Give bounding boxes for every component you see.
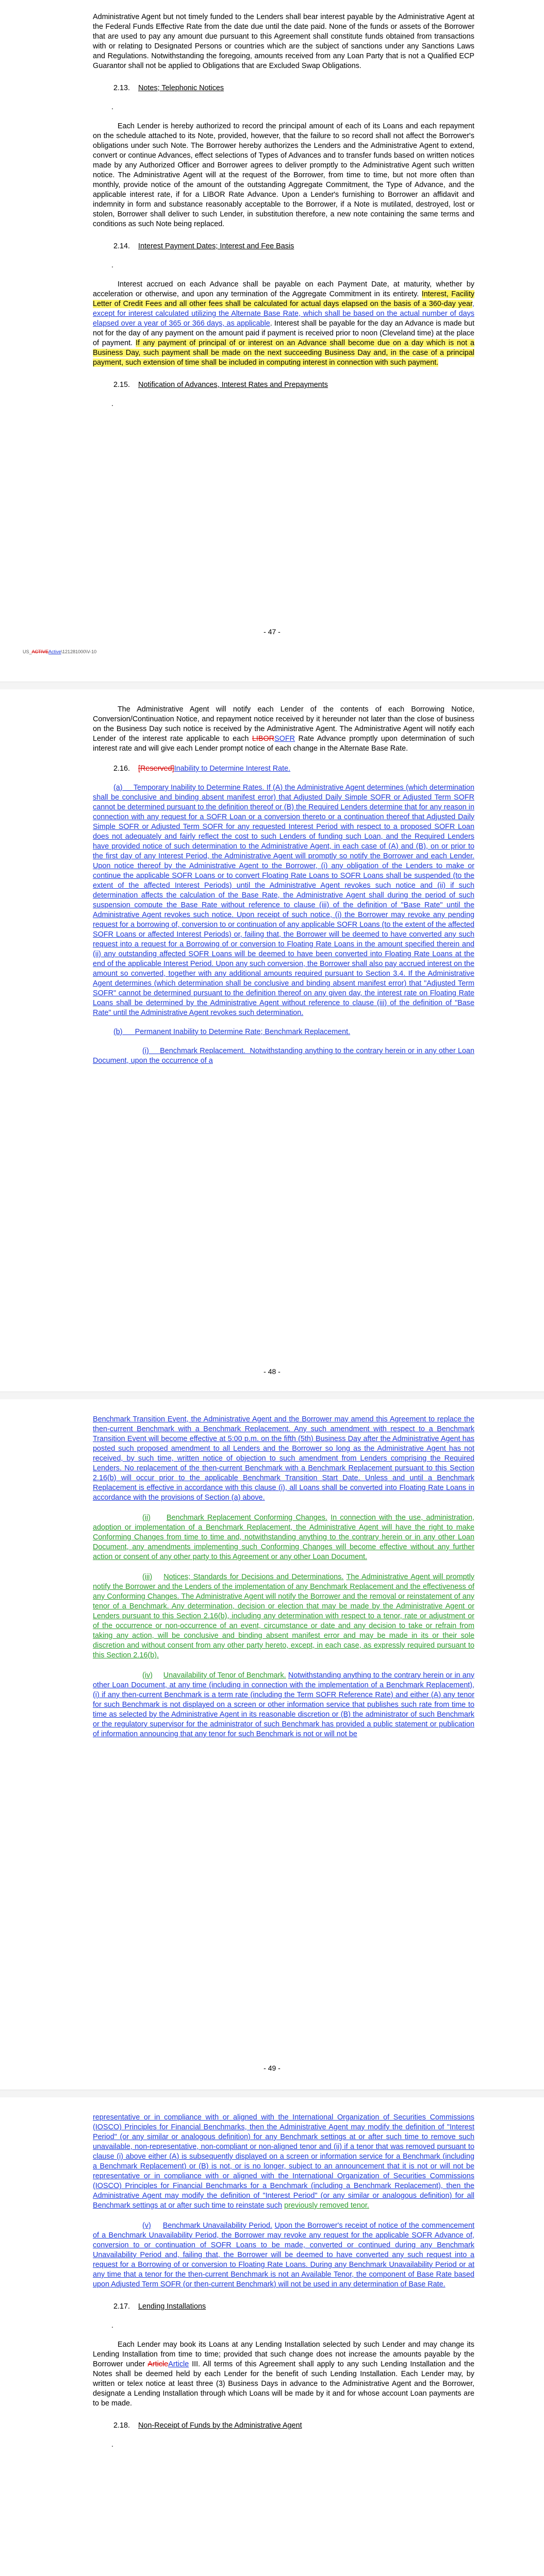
benchmark-continuation: Benchmark Transition Event, the Administrative Agent and the Borrower may amend this Agreement to replace the then-current Benchmark with a Benchmark Replacement. Any such amendment with respect to a Benchmark Transition Event will become effective at 5:00 p.m. on the fifth (5th) Business Day after the Administrative Agent has posted such proposed amendment to all Lenders and the Borrower so long as the Administrative Agent has not received, by such time, written notice of objection to such amendment from Lenders comprising the Required Lenders. No replacement of the then-current Benchmark with a Benchmark Replacement pursuant to this Section 2.16(b) will occur prior to the applicable Benchmark Transition Start Date. Unless and until a Benchmark Replacement is effective in accordance with this clause (i), all Loans shall be converted into Floating Rate Loans in accordance with the provisions of Section (a) above. [93,1415,474,1502]
clause-label: (i) [142,1047,149,1055]
highlighted-fee-basis: Interest, Facility Letter of Credit Fees and all other fees shall be calculated for actual days elapsed on the basis of a 360-day year [93,290,475,308]
payment-day-text: . Interest shall be payable for the day an Advance is made but not for the day of any payment on the amount paid if payment is received prior to noon (Cleveland time) at the place of payment. [93,319,475,347]
deleted-article: Article [147,2360,169,2368]
clause-title: Unavailability of Tenor of Benchmark. [163,1671,286,1680]
spacer-dot: . [111,2441,113,2449]
section-2-13-heading [93,83,474,93]
clause-label: (iv) [142,1671,153,1680]
page-47-content [93,12,474,409]
interest-accrual-text: Interest accrued on each Advance shall be payable on each Payment Date, at maturity, whether by acceleration or otherwise, and upon any termination of the Aggregate Commitment in its entirety. [93,280,474,298]
section-title: Notification of Advances, Interest Rates and Prepayments [138,381,328,389]
spacer-dot: . [111,400,113,408]
deleted-reserved: [Reserved] [138,765,174,773]
clause-v [93,2221,474,2290]
clause-title: Benchmark Unavailability Period. [162,2222,273,2230]
inserted-removed-tenor: previously removed tenor. [284,2201,369,2210]
clause-body: In connection with the use, administration, adoption or implementation of a Benchmark Replacement, the Administrative Agent will have the right to make Conforming Changes from time to time and, notwithstanding anything to the contrary herein or in any other Loan Document, any amendments implementing such Conforming Changes will become effective without any further action or consent of any other party to this Agreement or any other Loan Document. [93,1514,474,1561]
page-48 [0,689,544,1392]
page-number: - 47 - [263,628,281,636]
section-2-17-body: Each Lender may book its Loans at any Lending Installation selected by such Lender and may change its Lending Installation from time to time; provided that such change does not increase the amounts payable by the Borrower under ArticleArticle III. All terms of this Agreement shall apply to any such Lending Installation and the Notes shall be deemed held by each Lender for the benefit of such Lending Installation. Each Lender may, by written or telex notice at least three (3) Business Days in advance to the Administrative Agent and the Borrower, designate a Lending Installation through which Loans will be made by it and for whose account Loan payments are to be made. [93,2341,474,2408]
clause-body: If (A) the Administrative Agent determines (which determination shall be conclusive and binding absent manifest error) that Adjusted Daily Simple SOFR or Adjusted Term SOFR cannot be determined pursuant to the definition thereof or (B) the Required Lenders determine that for any reason in connection with any request for a SOFR Loan or a conversion thereto or a continuation thereof that Adjusted Daily Simple SOFR or Adjusted Term SOFR for any requested Interest Period with respect to a proposed SOFR Loan does not adequately and fairly reflect the cost to such Lenders of funding such Loan, and the Required Lenders have provided notice of such determination to the Administrative Agent, in each case of (A) and (B), on or prior to the first day of any Interest Period, the Administrative Agent will promptly so notify the Borrower and each Lender. Upon notice thereof by the Administrative Agent to the Borrower, (i) any obligation of the Lenders to make or continue the applicable SOFR Loans or to convert Floating Rate Loans to SOFR Loans shall be suspended (to the extent of the affected Interest Periods) until the Administrative Agent revokes such notice and (ii) if such determination affects the calculation of the Base Rate, the Administrative Agent shall during the period of such suspension compute the Base Rate without reference to clause (iii) of the definition of "Base Rate" until the Administrative Agent revokes such notice. Upon receipt of such notice, (i) the Borrower may revoke any pending request for a borrowing of, conversion to or continuation of any applicable SOFR Loans (to the extent of the affected SOFR Loans or affected Interest Periods) or, failing that, the Borrower will be deemed to have converted any such request into a request for a Borrowing of or conversion to Floating Rate Loans in the amount specified therein and (ii) any outstanding affected SOFR Loans will be deemed to have been converted into Floating Rate Loans at the end of the applicable Interest Period. Upon any such conversion, the Borrower shall also pay accrued interest on the amount so converted, together with any additional amounts required pursuant to Section 3.4. If the Administrative Agent determines (which determination shall be conclusive and binding absent manifest error) that "Adjusted Term SOFR" cannot be determined pursuant to the definition thereof on any given day, the interest rate on Floating Rate Loans shall be determined by the Administrative Agent without reference to clause (iii) of the definition of "Base Rate" until the Administrative Agent revokes such determination. [93,784,475,1017]
clause-label: (v) [142,2222,151,2230]
section-number: 2.17. [113,2302,130,2311]
clause-title: Notices; Standards for Decisions and Determinations. [163,1573,344,1581]
clause-body: The Administrative Agent will promptly notify the Borrower and the Lenders of the implementation of any Benchmark Replacement and the effectiveness of any Conforming Changes. The Administrative Agent will notify the Borrower and the removal or reinstatement of any tenor of a Benchmark. Any determination, decision or election that may be made by the Administrative Agent or Lenders pursuant to this Section 2.16(b), including any determination with respect to a tenor, rate or adjustment or of the occurrence or non-occurrence of an event, circumstance or date and any decision to take or refrain from taking any action, will be conclusive and binding absent manifest error and may be made in its or their sole discretion and without consent from any other party hereto, except, in each case, as expressly required pursuant to this Section 2.16(b). [93,1573,475,1659]
section-title: Non-Receipt of Funds by the Administrative Agent [138,2421,302,2430]
deleted-libor: LIBOR [252,735,275,743]
section-2-14-heading [93,242,474,251]
clause-body: Upon the Borrower's receipt of notice of the commencement of a Benchmark Unavailability Period, the Borrower may revoke any request for the applicable SOFR Advance of, conversion to or continuation of SOFR Loans to be made, converted or continued during any Benchmark Unavailability Period and, failing that, the Borrower will be deemed to have converted any such request into a request for a Borrowing of or conversion to Floating Rate Loans. During any Benchmark Unavailability Period or at any time that a tenor for the then-current Benchmark is not an Available Tenor, the component of Base Rate based upon Adjusted Term SOFR (or then-current Benchmark) will not be used in any determination of Base Rate. [93,2222,475,2289]
section-2-18-heading [93,2421,474,2431]
section-2-17-heading [93,2302,474,2312]
page-47 [0,0,544,682]
clause-title: Benchmark Replacement. [160,1047,245,1055]
clause-label: (a) [113,784,123,792]
document-id: US_ACTIVEActive\121281000\V-10 [23,649,97,654]
page-separator [0,1392,544,1400]
continuation-text: representative or in compliance with or aligned with the International Organization of Securities Commissions (IOSCO) Principles for Financial Benchmarks, then the Administrative Agent may modify the definition of "Interest Period" (or any similar or analogous definition) for any Benchmark settings at or after such time to remove such unavailable, non-representative, non-compliant or non-aligned tenor and (ii) if a tenor that was removed pursuant to clause (i) above either (A) is subsequently displayed on a screen or information service for a Benchmark (including a Benchmark Replacement) or (B) is not, or is no longer, subject to an announcement that it is not or will not be representative or in compliance with or aligned with the International Organization of Securities Commissions (IOSCO) Principles for Financial Benchmarks for a Benchmark (including a Benchmark Replacement), then the Administrative Agent may modify the definition of "Interest Period" (or any similar or analogous definition) for all Benchmark settings at or after such time to reinstate such [93,2113,474,2210]
page-50 [0,2097,544,2576]
section-2-14-body [93,280,474,368]
clause-ii [93,1513,474,1562]
clause-label: (b) [113,1028,123,1036]
representative-continuation [93,2113,474,2211]
spacer-dot: . [111,2321,113,2330]
section-number: 2.13. [113,84,130,92]
section-number: 2.16. [113,765,130,773]
section-2-16-a [93,783,474,1018]
page-separator [0,2090,544,2098]
inserted-section-title: Inability to Determine Interest Rate. [174,765,291,773]
page-48-content [93,705,474,1066]
clause-label: (ii) [142,1514,151,1522]
section-title: Lending Installations [138,2302,206,2311]
inserted-article: Article [168,2360,189,2368]
section-title: Notes; Telephonic Notices [138,84,224,92]
section-2-13-body: Each Lender is hereby authorized to record the principal amount of each of its Loans and each repayment on the schedule attached to its Note, provided, however, that the failure to so record shall not affect the Borrower's obligations under such Note. The Borrower hereby authorizes the Lenders and the Administrative Agent to extend, convert or continue Advances, effect selections of Types of Advances and to transfer funds based on written notices made by any Authorized Officer and Borrower agrees to deliver promptly to the Administrative Agent such written notice. The Administrative Agent will at the request of the Borrower, from time to time, but not more often than monthly, provide notice of the amount of the outstanding Aggregate Commitment, the Type of Advance, and the applicable interest rate, if for a LIBOR Rate Advance. Upon a Lender's furnishing to Borrower an affidavit and indemnity in form and substance reasonably acceptable to the Borrower, if a Note is mutilated, destroyed, lost or stolen, Borrower shall deliver to such Lender, in substitution therefore, a new note containing the same terms and conditions as such Note being replaced. [93,122,474,228]
page-49 [0,1399,544,2090]
spacer-dot: . [111,103,113,111]
clause-title: Benchmark Replacement Conforming Changes. [166,1514,327,1522]
section-number: 2.18. [113,2421,130,2430]
section-2-16-heading [93,764,474,774]
notification-paragraph: The Administrative Agent will notify each Lender of the contents of each Borrowing Notice, Conversion/Continuation Notice, and repayment notice received by it hereunder not later than the close of business on the Business Day such notice is received by the Administrative Agent. The Administrative Agent will notify each Lender of the interest rate applicable to each LIBORSOFR Rate Advance promptly upon determination of such interest rate and will give each Lender prompt notice of each change in the Alternate Base Rate. [93,705,475,753]
section-2-16-b-i [93,1046,474,1066]
page-separator [0,682,544,690]
intro-paragraph: Administrative Agent but not timely funded to the Lenders shall bear interest payable by the Administrative Agent at the Federal Funds Effective Rate from the date due until the date paid. None of the funds or assets of the Borrower that are used to pay any amount due pursuant to this Agreement shall constitute funds obtained from transactions with or relating to Designated Persons or countries which are the subject of sanctions under any Sanctions Laws and Regulations. Notwithstanding the foregoing, amounts received from any Loan Party that is not a Qualified ECP Guarantor shall not be applied to Obligations that are Excluded Swap Obligations. [93,13,474,70]
clause-iii [93,1572,474,1660]
page-50-content [93,2113,474,2450]
clause-title: Permanent Inability to Determine Rate; Benchmark Replacement. [135,1028,351,1036]
clause-body: Notwithstanding anything to the contrary herein or in any other Loan Document, at any time (including in connection with the implementation of a Benchmark Replacement), (i) if any then-current Benchmark is a term rate (including the Term SOFR Reference Rate) and either (A) any tenor for such Benchmark is not displayed on a screen or other information service that publishes such rate from time to time as selected by the Administrative Agent in its reasonable discretion or (B) the administrator of such Benchmark or the regulatory supervisor for the administrator of such Benchmark has provided a public statement or publication of information announcing that any tenor for such Benchmark is not or will not be [93,1671,475,1738]
section-2-15-heading [93,380,474,390]
highlighted-business-day: If any payment of principal of or interest on an Advance shall become due on a day which is not a Business Day, such payment shall be made on the next succeeding Business Day and, in the case of a principal payment, such extension of time shall be included in computing interest in connection with such payment. [93,339,474,367]
page-number: - 49 - [263,2064,281,2072]
page-49-content [93,1415,474,1739]
inserted-alternate-base-rate: , except for interest calculated utilizing the Alternate Base Rate, which shall be based on the actual number of days elapsed over a year of 365 or 366 days, as applicable [93,300,474,328]
page-number: - 48 - [263,1367,281,1376]
clause-label: (iii) [142,1573,153,1581]
clause-iv [93,1671,474,1739]
section-number: 2.14. [113,242,130,250]
section-number: 2.15. [113,381,130,389]
spacer-dot: . [111,261,113,269]
section-2-16-b-heading [93,1027,474,1037]
inserted-sofr: SOFR [274,735,295,743]
section-title: Interest Payment Dates; Interest and Fee Basis [138,242,294,250]
clause-title: Temporary Inability to Determine Rates. [133,784,265,792]
clause-body: Notwithstanding anything to the contrary herein or in any other Loan Document, upon the occurrence of a [93,1047,475,1065]
